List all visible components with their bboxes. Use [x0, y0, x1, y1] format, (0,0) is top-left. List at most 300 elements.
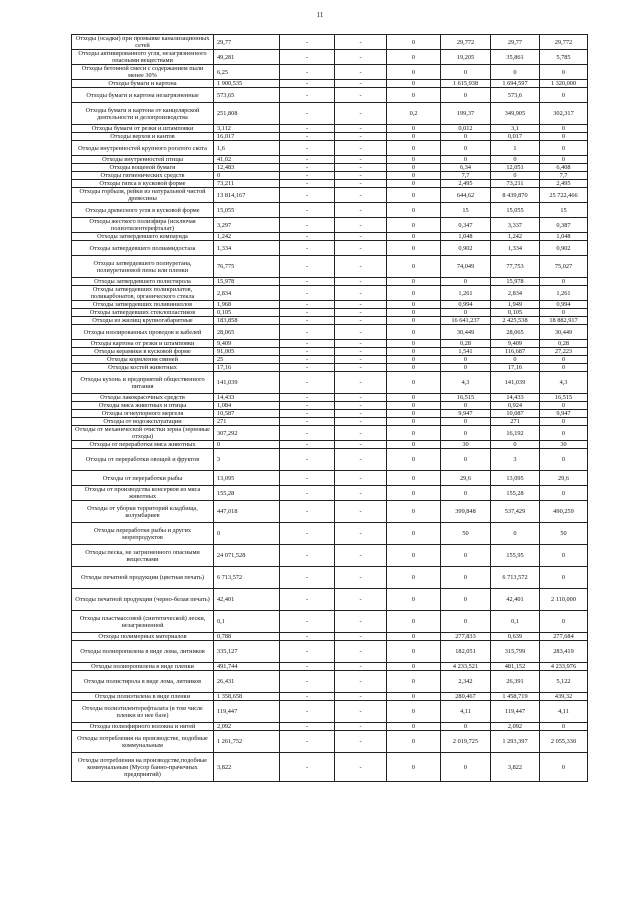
- value-cell-v7: 490,259: [540, 501, 588, 523]
- value-cell-v2: -: [280, 88, 335, 103]
- table-row: [72, 218, 588, 233]
- value-cell-v4: 0: [387, 394, 441, 402]
- value-cell-v4: 0: [387, 418, 441, 426]
- table-row: [72, 125, 588, 133]
- value-cell-v6: 573,6: [491, 88, 540, 103]
- value-cell-v3: -: [335, 693, 387, 701]
- value-cell-v2: -: [280, 611, 335, 633]
- value-cell-v6: 3,822: [491, 753, 540, 782]
- value-cell-v2: -: [280, 50, 335, 65]
- value-cell-v4: 0: [387, 286, 441, 301]
- value-cell-v6: 77,753: [491, 256, 540, 278]
- value-cell-v7: 0,28: [540, 340, 588, 348]
- value-cell-v5: 0: [441, 449, 491, 471]
- value-cell-v5: 30,449: [441, 325, 491, 340]
- value-cell-v4: 0: [387, 589, 441, 611]
- value-cell-v5: 644,62: [441, 188, 491, 203]
- value-cell-v5: 0: [441, 545, 491, 567]
- waste-name-cell: Отходы затвердевших поликрилатов, поликарбонатов, органического стекла: [72, 286, 214, 301]
- value-cell-v6: 2,834: [491, 286, 540, 301]
- table-row: [72, 701, 588, 723]
- value-cell-v3: -: [335, 410, 387, 418]
- value-cell-v1: 15,055: [214, 203, 280, 218]
- waste-name-cell: Отходы полимерных материалов: [72, 633, 214, 641]
- table-row: [72, 256, 588, 278]
- value-cell-v1: 6 713,572: [214, 567, 280, 589]
- value-cell-v1: 42,401: [214, 589, 280, 611]
- value-cell-v7: 1,048: [540, 233, 588, 241]
- value-cell-v3: -: [335, 278, 387, 286]
- value-cell-v4: 0: [387, 141, 441, 156]
- value-cell-v1: 447,018: [214, 501, 280, 523]
- waste-name-cell: Отходы полиэтилена в виде пленки: [72, 693, 214, 701]
- value-cell-v7: 0: [540, 156, 588, 164]
- value-cell-v7: 5,122: [540, 671, 588, 693]
- value-cell-v5: 0,347: [441, 218, 491, 233]
- value-cell-v3: -: [335, 633, 387, 641]
- table-row: [72, 286, 588, 301]
- waste-name-cell: Отходы от механической очистки зерна (зерновые отходы): [72, 426, 214, 441]
- value-cell-v1: 155,28: [214, 486, 280, 501]
- waste-name-cell: Отходы полистирола в виде лома, литников: [72, 671, 214, 693]
- table-row: [72, 410, 588, 418]
- value-cell-v4: 0: [387, 125, 441, 133]
- value-cell-v7: 0: [540, 141, 588, 156]
- value-cell-v1: 2,092: [214, 723, 280, 731]
- waste-name-cell: Отходы кормления свиней: [72, 356, 214, 364]
- table-row: [72, 641, 588, 663]
- value-cell-v3: -: [335, 611, 387, 633]
- value-cell-v6: 0: [491, 441, 540, 449]
- value-cell-v1: 25: [214, 356, 280, 364]
- table-row: [72, 103, 588, 125]
- value-cell-v1: 6,25: [214, 65, 280, 80]
- value-cell-v3: -: [335, 156, 387, 164]
- value-cell-v4: 0: [387, 35, 441, 50]
- value-cell-v7: 18 882,917: [540, 317, 588, 325]
- value-cell-v6: 0,017: [491, 133, 540, 141]
- value-cell-v7: 1,261: [540, 286, 588, 301]
- value-cell-v3: -: [335, 545, 387, 567]
- value-cell-v7: 0: [540, 545, 588, 567]
- value-cell-v1: 29,77: [214, 35, 280, 50]
- value-cell-v1: 3: [214, 449, 280, 471]
- value-cell-v7: 0,387: [540, 218, 588, 233]
- value-cell-v7: 27,223: [540, 348, 588, 356]
- value-cell-v5: 0: [441, 364, 491, 372]
- table-row: [72, 172, 588, 180]
- value-cell-v2: -: [280, 278, 335, 286]
- value-cell-v2: -: [280, 309, 335, 317]
- value-cell-v4: 0: [387, 172, 441, 180]
- value-cell-v4: 0: [387, 372, 441, 394]
- value-cell-v1: 271: [214, 418, 280, 426]
- value-cell-v1: 119,447: [214, 701, 280, 723]
- value-cell-v1: 141,039: [214, 372, 280, 394]
- value-cell-v5: 0: [441, 65, 491, 80]
- value-cell-v6: 349,905: [491, 103, 540, 125]
- waste-name-cell: Отходы песка, не загрязненного опасными веществами: [72, 545, 214, 567]
- waste-name-cell: Отходы внутренностей крупного рогатого скота: [72, 141, 214, 156]
- value-cell-v7: 50: [540, 523, 588, 545]
- value-cell-v5: 1,261: [441, 286, 491, 301]
- value-cell-v2: -: [280, 256, 335, 278]
- value-cell-v4: 0: [387, 218, 441, 233]
- value-cell-v5: 0: [441, 567, 491, 589]
- value-cell-v4: 0: [387, 633, 441, 641]
- value-cell-v2: -: [280, 394, 335, 402]
- value-cell-v7: 0: [540, 278, 588, 286]
- value-cell-v2: -: [280, 286, 335, 301]
- value-cell-v4: 0: [387, 449, 441, 471]
- table-row: [72, 340, 588, 348]
- value-cell-v3: -: [335, 701, 387, 723]
- value-cell-v7: 0,994: [540, 301, 588, 309]
- value-cell-v4: 0: [387, 325, 441, 340]
- table-row: [72, 753, 588, 782]
- table-row: [72, 501, 588, 523]
- table-row: [72, 164, 588, 172]
- value-cell-v4: 0: [387, 180, 441, 188]
- value-cell-v2: -: [280, 348, 335, 356]
- waste-name-cell: Отходы полиэфирного волокна и нитей: [72, 723, 214, 731]
- value-cell-v5: 9,947: [441, 410, 491, 418]
- table-row: [72, 589, 588, 611]
- value-cell-v5: 16 641,237: [441, 317, 491, 325]
- value-cell-v5: 280,467: [441, 693, 491, 701]
- value-cell-v3: -: [335, 286, 387, 301]
- value-cell-v1: 251,808: [214, 103, 280, 125]
- value-cell-v1: 3,297: [214, 218, 280, 233]
- value-cell-v3: -: [335, 418, 387, 426]
- waste-name-cell: Отходы гигиенических средств: [72, 172, 214, 180]
- value-cell-v3: -: [335, 426, 387, 441]
- value-cell-v4: 0: [387, 301, 441, 309]
- table-row: [72, 133, 588, 141]
- value-cell-v7: 2 055,330: [540, 731, 588, 753]
- waste-name-cell: Отходы жесткого полиэфира (исключая полиэтилентерефталат): [72, 218, 214, 233]
- value-cell-v2: -: [280, 753, 335, 782]
- waste-name-cell: Отходы от уборки территорий кладбища, колумбариев: [72, 501, 214, 523]
- value-cell-v4: 0: [387, 731, 441, 753]
- value-cell-v3: -: [335, 402, 387, 410]
- table-row: [72, 35, 588, 50]
- table-row: [72, 80, 588, 88]
- value-cell-v3: -: [335, 172, 387, 180]
- value-cell-v1: 28,065: [214, 325, 280, 340]
- value-cell-v3: -: [335, 164, 387, 172]
- waste-name-cell: Отходы печатной продукции (черно-белая печать): [72, 589, 214, 611]
- waste-name-cell: Отходы затвердевшего компаунда: [72, 233, 214, 241]
- waste-name-cell: Отходы печатной продукции (цветная печать): [72, 567, 214, 589]
- value-cell-v7: 0: [540, 356, 588, 364]
- value-cell-v6: 0: [491, 356, 540, 364]
- value-cell-v6: 119,447: [491, 701, 540, 723]
- value-cell-v7: 75,027: [540, 256, 588, 278]
- value-cell-v6: 1,334: [491, 241, 540, 256]
- value-cell-v6: 271: [491, 418, 540, 426]
- value-cell-v5: 199,37: [441, 103, 491, 125]
- value-cell-v6: 481,152: [491, 663, 540, 671]
- value-cell-v6: 537,429: [491, 501, 540, 523]
- waste-name-cell: Отходы полипропилена в виде пленки: [72, 663, 214, 671]
- waste-name-cell: Отходы лакокрасочных средств: [72, 394, 214, 402]
- value-cell-v7: 9,947: [540, 410, 588, 418]
- value-cell-v4: 0: [387, 486, 441, 501]
- value-cell-v2: -: [280, 701, 335, 723]
- value-cell-v4: 0: [387, 188, 441, 203]
- value-cell-v1: 0,1: [214, 611, 280, 633]
- table-row: [72, 317, 588, 325]
- value-cell-v5: 2,495: [441, 180, 491, 188]
- value-cell-v1: 1,334: [214, 241, 280, 256]
- value-cell-v1: 335,127: [214, 641, 280, 663]
- value-cell-v2: -: [280, 723, 335, 731]
- waste-name-cell: Отходы активированного угля, незагрязненного опасными веществами: [72, 50, 214, 65]
- value-cell-v1: 10,587: [214, 410, 280, 418]
- value-cell-v2: -: [280, 471, 335, 486]
- value-cell-v6: 0,105: [491, 309, 540, 317]
- value-cell-v5: 399,848: [441, 501, 491, 523]
- value-cell-v3: -: [335, 641, 387, 663]
- value-cell-v2: -: [280, 567, 335, 589]
- value-cell-v7: 0: [540, 418, 588, 426]
- value-cell-v2: -: [280, 218, 335, 233]
- value-cell-v2: -: [280, 325, 335, 340]
- value-cell-v1: 3,112: [214, 125, 280, 133]
- value-cell-v1: 307,292: [214, 426, 280, 441]
- value-cell-v5: 30: [441, 441, 491, 449]
- value-cell-v6: 0,924: [491, 402, 540, 410]
- value-cell-v2: -: [280, 633, 335, 641]
- value-cell-v6: 2 425,538: [491, 317, 540, 325]
- waste-name-cell: Отходы полиэтилентерефталата (в том числе пленки из нее базе): [72, 701, 214, 723]
- value-cell-v4: 0: [387, 233, 441, 241]
- value-cell-v1: 26,431: [214, 671, 280, 693]
- value-cell-v2: -: [280, 589, 335, 611]
- value-cell-v5: 15: [441, 203, 491, 218]
- value-cell-v6: 17,16: [491, 364, 540, 372]
- value-cell-v3: -: [335, 340, 387, 348]
- value-cell-v3: -: [335, 441, 387, 449]
- value-cell-v5: 2 019,725: [441, 731, 491, 753]
- value-cell-v6: 1 293,397: [491, 731, 540, 753]
- table-row: [72, 567, 588, 589]
- waste-name-cell: Отходы затвердевшего полистирола: [72, 278, 214, 286]
- value-cell-v2: -: [280, 141, 335, 156]
- waste-name-cell: Отходы огнеупорного мергеля: [72, 410, 214, 418]
- value-cell-v5: 16,515: [441, 394, 491, 402]
- table-row: [72, 402, 588, 410]
- value-cell-v4: 0: [387, 203, 441, 218]
- value-cell-v5: 1,541: [441, 348, 491, 356]
- value-cell-v7: 0: [540, 309, 588, 317]
- value-cell-v3: -: [335, 671, 387, 693]
- value-cell-v6: 10,087: [491, 410, 540, 418]
- value-cell-v2: -: [280, 203, 335, 218]
- table-row: [72, 471, 588, 486]
- table-row: [72, 523, 588, 545]
- value-cell-v6: 1,949: [491, 301, 540, 309]
- value-cell-v3: -: [335, 233, 387, 241]
- waste-name-cell: Отходы от переработки мяса животных: [72, 441, 214, 449]
- table-row: [72, 156, 588, 164]
- waste-name-cell: Отходы пластмассовой (синтетической) лески, незагрязненной: [72, 611, 214, 633]
- value-cell-v2: -: [280, 663, 335, 671]
- table-row: [72, 301, 588, 309]
- value-cell-v6: 14,433: [491, 394, 540, 402]
- waste-name-cell: Отходы бумаги и картона от канцелярской деятельности и делопроизводства: [72, 103, 214, 125]
- value-cell-v2: -: [280, 731, 335, 753]
- value-cell-v1: 49,281: [214, 50, 280, 65]
- table-row: [72, 731, 588, 753]
- value-cell-v3: -: [335, 241, 387, 256]
- value-cell-v5: 29,772: [441, 35, 491, 50]
- value-cell-v5: 7,7: [441, 172, 491, 180]
- value-cell-v3: -: [335, 301, 387, 309]
- value-cell-v4: 0: [387, 426, 441, 441]
- value-cell-v2: -: [280, 103, 335, 125]
- value-cell-v2: -: [280, 35, 335, 50]
- value-cell-v4: 0: [387, 364, 441, 372]
- value-cell-v7: 0: [540, 65, 588, 80]
- value-cell-v7: 0: [540, 567, 588, 589]
- value-cell-v5: 0: [441, 486, 491, 501]
- value-cell-v6: 12,051: [491, 164, 540, 172]
- waste-name-cell: Отходы гипса в кусковой форме: [72, 180, 214, 188]
- value-cell-v5: 0: [441, 141, 491, 156]
- value-cell-v6: 15,978: [491, 278, 540, 286]
- value-cell-v7: 4,3: [540, 372, 588, 394]
- value-cell-v2: -: [280, 545, 335, 567]
- value-cell-v6: 3,337: [491, 218, 540, 233]
- waste-name-cell: Отходы полипропилена в виде лома, литников: [72, 641, 214, 663]
- table-row: [72, 356, 588, 364]
- value-cell-v1: 16,017: [214, 133, 280, 141]
- value-cell-v6: 9,409: [491, 340, 540, 348]
- value-cell-v4: 0: [387, 164, 441, 172]
- value-cell-v1: 1,6: [214, 141, 280, 156]
- value-cell-v1: 41,02: [214, 156, 280, 164]
- value-cell-v2: -: [280, 156, 335, 164]
- value-cell-v3: -: [335, 188, 387, 203]
- value-cell-v6: 3: [491, 449, 540, 471]
- waste-name-cell: Отходы затвердевших поливиниллов: [72, 301, 214, 309]
- value-cell-v4: 0: [387, 641, 441, 663]
- value-cell-v1: 0: [214, 172, 280, 180]
- waste-name-cell: Отходы горбыля, рейки из натуральной чистой древесины: [72, 188, 214, 203]
- value-cell-v1: 1,242: [214, 233, 280, 241]
- value-cell-v5: 1 615,938: [441, 80, 491, 88]
- table-row: [72, 693, 588, 701]
- value-cell-v2: -: [280, 65, 335, 80]
- value-cell-v2: -: [280, 188, 335, 203]
- value-cell-v5: 0: [441, 753, 491, 782]
- value-cell-v7: 16,515: [540, 394, 588, 402]
- value-cell-v3: -: [335, 364, 387, 372]
- value-cell-v4: 0: [387, 256, 441, 278]
- value-cell-v4: 0: [387, 278, 441, 286]
- value-cell-v6: 6 713,572: [491, 567, 540, 589]
- value-cell-v1: 15,978: [214, 278, 280, 286]
- table-row: [72, 241, 588, 256]
- value-cell-v3: -: [335, 486, 387, 501]
- value-cell-v3: -: [335, 218, 387, 233]
- value-cell-v7: 30: [540, 441, 588, 449]
- value-cell-v7: 4,11: [540, 701, 588, 723]
- value-cell-v7: 29,772: [540, 35, 588, 50]
- value-cell-v5: 0: [441, 309, 491, 317]
- value-cell-v3: -: [335, 449, 387, 471]
- value-cell-v4: 0: [387, 753, 441, 782]
- value-cell-v1: 0,788: [214, 633, 280, 641]
- value-cell-v1: 3,822: [214, 753, 280, 782]
- value-cell-v2: -: [280, 356, 335, 364]
- value-cell-v6: 141,039: [491, 372, 540, 394]
- value-cell-v5: 0: [441, 402, 491, 410]
- value-cell-v4: 0: [387, 340, 441, 348]
- value-cell-v6: 1,242: [491, 233, 540, 241]
- waste-name-cell: Отходы вощеной бумаги: [72, 164, 214, 172]
- value-cell-v7: 0: [540, 125, 588, 133]
- table-row: [72, 449, 588, 471]
- value-cell-v5: 0: [441, 589, 491, 611]
- value-cell-v5: 74,049: [441, 256, 491, 278]
- waste-name-cell: Отходы из жилищ крупногабаритные: [72, 317, 214, 325]
- value-cell-v3: -: [335, 325, 387, 340]
- table-row: [72, 50, 588, 65]
- value-cell-v5: 0: [441, 133, 491, 141]
- value-cell-v4: 0: [387, 348, 441, 356]
- waste-name-cell: Отходы от переработки овощей и фруктов: [72, 449, 214, 471]
- value-cell-v2: -: [280, 80, 335, 88]
- value-cell-v3: -: [335, 180, 387, 188]
- value-cell-v4: 0: [387, 50, 441, 65]
- value-cell-v6: 8 439,870: [491, 188, 540, 203]
- value-cell-v1: 0: [214, 523, 280, 545]
- value-cell-v7: 2,495: [540, 180, 588, 188]
- value-cell-v3: -: [335, 356, 387, 364]
- value-cell-v1: 1 358,658: [214, 693, 280, 701]
- value-cell-v5: 0,012: [441, 125, 491, 133]
- value-cell-v1: 12,483: [214, 164, 280, 172]
- table-row: [72, 233, 588, 241]
- value-cell-v2: -: [280, 301, 335, 309]
- table-row: [72, 426, 588, 441]
- waste-name-cell: Отходы картона от резки и штамповки: [72, 340, 214, 348]
- value-cell-v3: -: [335, 567, 387, 589]
- value-cell-v6: 116,687: [491, 348, 540, 356]
- value-cell-v1: 91,005: [214, 348, 280, 356]
- value-cell-v6: 1 694,597: [491, 80, 540, 88]
- value-cell-v4: 0,2: [387, 103, 441, 125]
- value-cell-v7: 1 320,000: [540, 80, 588, 88]
- value-cell-v7: 283,419: [540, 641, 588, 663]
- value-cell-v2: -: [280, 426, 335, 441]
- value-cell-v1: 0: [214, 441, 280, 449]
- value-cell-v1: 1 900,535: [214, 80, 280, 88]
- value-cell-v5: 0,902: [441, 241, 491, 256]
- waste-name-cell: Отходы затвердевшего полиамидостаза: [72, 241, 214, 256]
- value-cell-v7: 7,7: [540, 172, 588, 180]
- value-cell-v2: -: [280, 317, 335, 325]
- value-cell-v1: 76,775: [214, 256, 280, 278]
- value-cell-v7: 302,317: [540, 103, 588, 125]
- table-row: [72, 88, 588, 103]
- waste-name-cell: Отходы древесного угля в кусковой форме: [72, 203, 214, 218]
- value-cell-v3: -: [335, 731, 387, 753]
- waste-name-cell: Отходы керамики в кусковой форме: [72, 348, 214, 356]
